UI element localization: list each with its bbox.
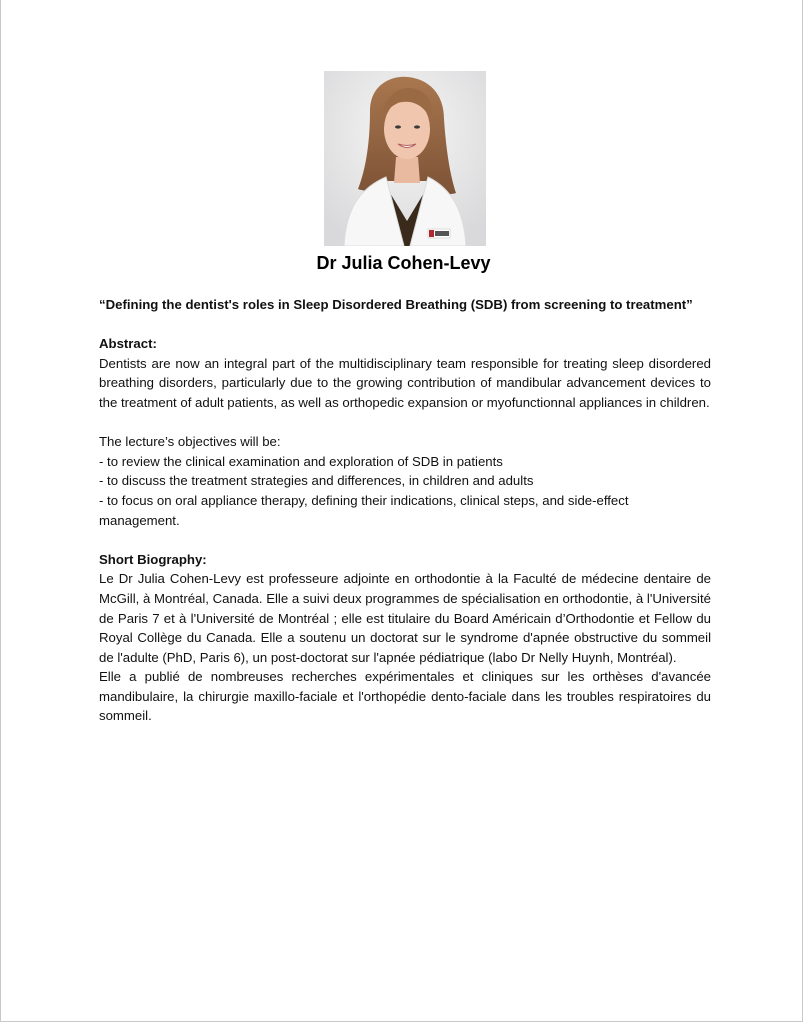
biography-paragraph-2: Elle a publié de nombreuses recherches expérimentales et cliniques sur les orthèses d'avancée mandibulaire, la chirurgie maxillo-faciale et l'orthopédie dento-faciale dans les troubles respiratoires du sommeil. (99, 669, 711, 724)
abstract-heading: Abstract: (99, 336, 157, 352)
objectives-intro: The lecture’s objectives will be: (99, 434, 281, 450)
talk-title: “Defining the dentist's roles in Sleep Disordered Breathing (SDB) from screening to treatment” (99, 297, 693, 312)
objective-item: - to discuss the treatment strategies and differences, in children and adults (99, 473, 534, 489)
abstract-paragraph: Dentists are now an integral part of the multidisciplinary team responsible for treating sleep disordered breathing disorders, particularly due to the growing contribution of mandibular advancement devices to the treatment of adult patients, as well as orthopedic expansion or myofunctionnal appliances in children. (99, 355, 711, 410)
biography-paragraph-1: Le Dr Julia Cohen-Levy est professeure adjointe en orthodontie à la Faculté de médecine dentaire de McGill, à Montréal, Canada. Elle a suivi deux programmes de spécialisation en orthodontie, à l'Université de Paris 7 et à l'Université de Montréal ; elle est titulaire du Board Américain d’Orthodontie et Fellow du Royal Collège du Canada. Elle a soutenu un doctorat sur le syndrome d'apnée obstructive du sommeil de l'adulte (PhD, Paris 6), un post-doctorat sur l'apnée pédiatrique (labo Dr Nelly Huynh, Montréal). (99, 571, 711, 665)
speaker-name: Dr Julia Cohen-Levy (316, 253, 491, 273)
biography-heading: Short Biography: (99, 551, 207, 567)
objective-item: - to review the clinical examination and exploration of SDB in patients (99, 453, 503, 469)
speaker-photo (324, 71, 486, 246)
portrait-image (324, 71, 486, 246)
spacer (99, 413, 711, 433)
objective-item: - to focus on oral appliance therapy, defining their indications, clinical steps, and side-effect management. (99, 492, 629, 528)
document-body (99, 295, 711, 726)
